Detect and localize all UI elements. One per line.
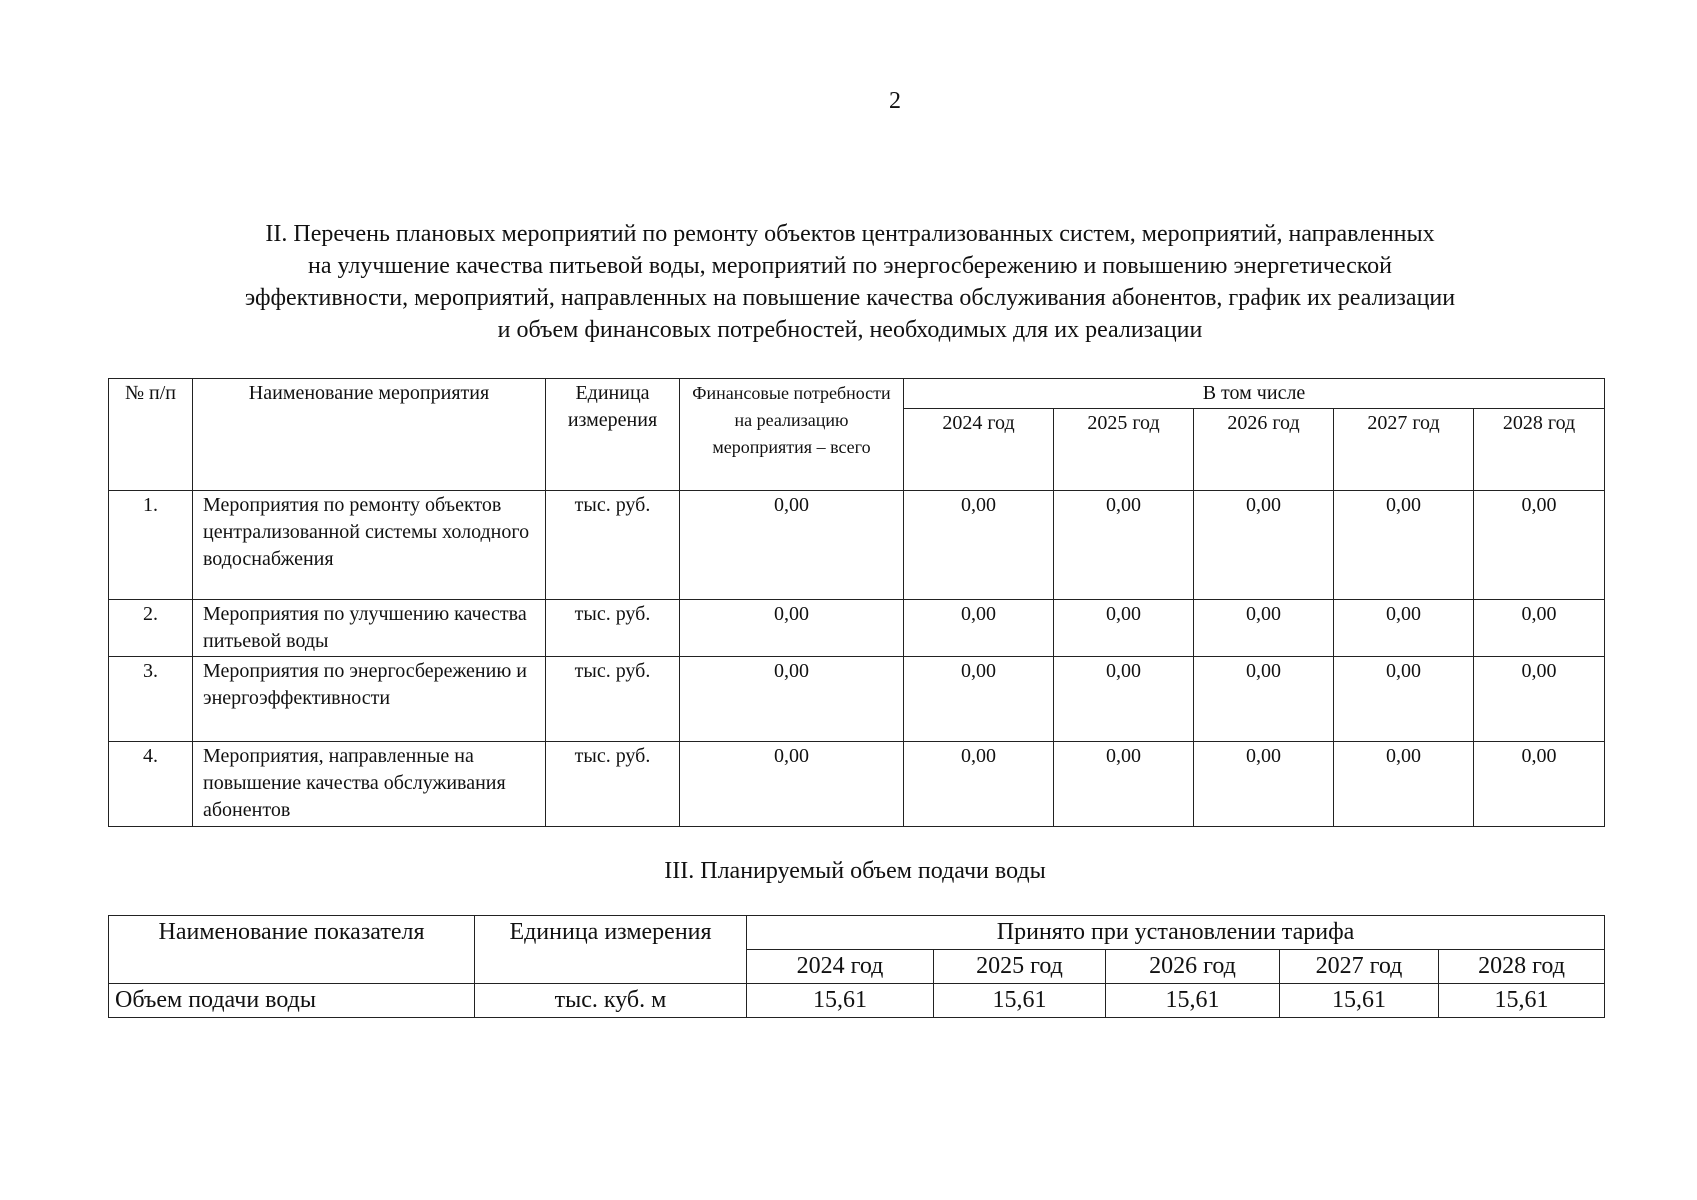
header-unit: Единица измерения [475, 916, 747, 984]
year-value: 0,00 [1054, 742, 1194, 827]
table-row [109, 600, 1605, 657]
total-cell: 0,00 [680, 600, 904, 657]
unit-cell: тыс. руб. [546, 600, 680, 657]
page-number: 2 [889, 88, 901, 114]
year-value: 0,00 [1334, 491, 1474, 600]
table-row [109, 984, 1605, 1018]
header-accepted: Принято при установлении тарифа [747, 916, 1605, 950]
year-value: 15,61 [747, 984, 934, 1018]
section-2-title-line: на улучшение качества питьевой воды, мероприятий по энергосбережению и повышению энергетической [307, 253, 1393, 279]
year-value: 0,00 [1474, 600, 1605, 657]
table-row [109, 742, 1605, 827]
measure-name: Мероприятия по улучшению качества питьевой воды [193, 600, 546, 657]
section-3-title: III. Планируемый объем подачи воды [664, 858, 1046, 884]
row-number: 4. [109, 742, 193, 827]
header-num: № п/п [109, 379, 193, 491]
year-value: 0,00 [1054, 491, 1194, 600]
measure-name: Мероприятия по ремонту объектов централизованной системы холодного водоснабжения [193, 491, 546, 600]
year-value: 15,61 [1439, 984, 1605, 1018]
row-number: 3. [109, 657, 193, 742]
header-year: 2026 год [1106, 950, 1280, 984]
header-indicator: Наименование показателя [109, 916, 475, 984]
header-year: 2025 год [934, 950, 1106, 984]
year-value: 15,61 [934, 984, 1106, 1018]
year-value: 0,00 [1474, 742, 1605, 827]
year-value: 15,61 [1106, 984, 1280, 1018]
header-year: 2024 год [747, 950, 934, 984]
year-value: 0,00 [1054, 657, 1194, 742]
header-financial-needs: Финансовые потребности на реализацию мероприятия – всего [680, 379, 904, 491]
header-year: 2028 год [1439, 950, 1605, 984]
section-2-title-line: и объем финансовых потребностей, необходимых для их реализации [497, 317, 1203, 343]
row-number: 1. [109, 491, 193, 600]
row-number: 2. [109, 600, 193, 657]
measure-name: Мероприятия по энергосбережению и энергоэффективности [193, 657, 546, 742]
unit-cell: тыс. руб. [546, 742, 680, 827]
unit-cell: тыс. руб. [546, 491, 680, 600]
section-2-title [120, 218, 1580, 346]
year-value: 0,00 [1474, 491, 1605, 600]
header-name: Наименование мероприятия [193, 379, 546, 491]
header-year: 2027 год [1334, 409, 1474, 491]
year-value: 0,00 [1474, 657, 1605, 742]
year-value: 0,00 [904, 657, 1054, 742]
header-year: 2025 год [1054, 409, 1194, 491]
measure-name: Мероприятия, направленные на повышение качества обслуживания абонентов [193, 742, 546, 827]
year-value: 0,00 [904, 491, 1054, 600]
header-year: 2028 год [1474, 409, 1605, 491]
year-value: 0,00 [1334, 742, 1474, 827]
header-year: 2027 год [1280, 950, 1439, 984]
year-value: 0,00 [904, 600, 1054, 657]
year-value: 0,00 [1194, 600, 1334, 657]
year-value: 15,61 [1280, 984, 1439, 1018]
unit-cell: тыс. руб. [546, 657, 680, 742]
year-value: 0,00 [1194, 491, 1334, 600]
header-year: 2024 год [904, 409, 1054, 491]
indicator-name: Объем подачи воды [109, 984, 475, 1018]
year-value: 0,00 [1194, 657, 1334, 742]
table-row [109, 657, 1605, 742]
section-2-title-line: эффективности, мероприятий, направленных на повышение качества обслуживания абонентов, график их реализации [244, 285, 1456, 311]
total-cell: 0,00 [680, 742, 904, 827]
year-value: 0,00 [1334, 600, 1474, 657]
year-value: 0,00 [1054, 600, 1194, 657]
measures-table [108, 378, 1605, 827]
water-supply-table [108, 915, 1605, 1018]
header-including: В том числе [904, 379, 1605, 409]
year-value: 0,00 [904, 742, 1054, 827]
unit-cell: тыс. куб. м [475, 984, 747, 1018]
section-2-title-line: II. Перечень плановых мероприятий по ремонту объектов централизованных систем, мероприятий, направленных [265, 221, 1435, 247]
table-row [109, 491, 1605, 600]
year-value: 0,00 [1194, 742, 1334, 827]
header-year: 2026 год [1194, 409, 1334, 491]
year-value: 0,00 [1334, 657, 1474, 742]
header-unit: Единица измерения [546, 379, 680, 491]
total-cell: 0,00 [680, 657, 904, 742]
total-cell: 0,00 [680, 491, 904, 600]
